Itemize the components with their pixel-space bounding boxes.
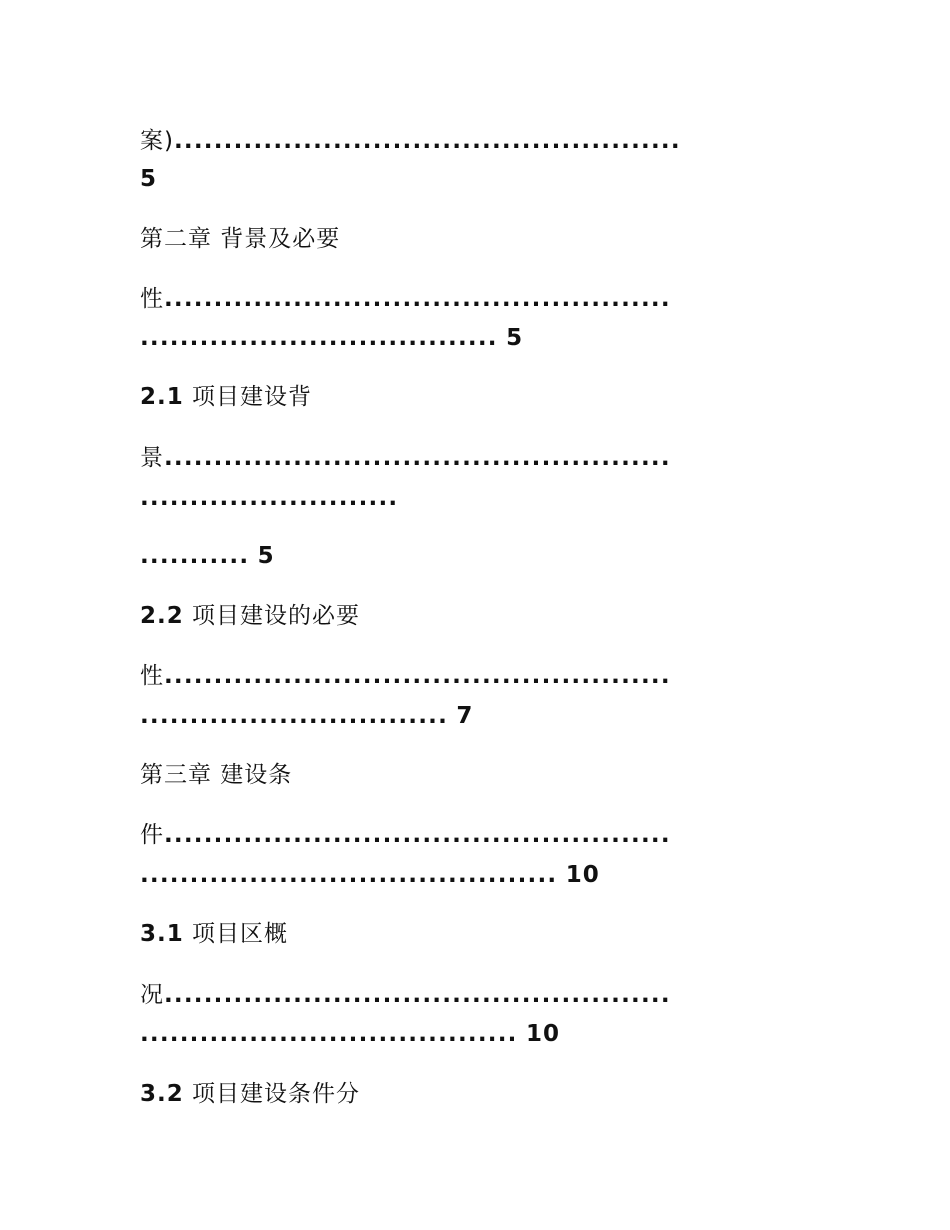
toc-entry-text: 况 bbox=[140, 982, 164, 1008]
toc-chapter2-heading bbox=[140, 224, 340, 254]
section-number: 3.1 bbox=[140, 921, 184, 947]
toc-section-2-1-heading bbox=[140, 382, 312, 412]
toc-entry-text: 性 bbox=[140, 286, 164, 312]
toc-section-3-1-line2 bbox=[140, 1019, 560, 1049]
toc-leader-dots: ................................................... bbox=[164, 663, 671, 689]
toc-entry-text: 案) bbox=[140, 128, 174, 154]
toc-entry-fangan-line1 bbox=[140, 126, 681, 156]
toc-section-2-2-line1 bbox=[140, 661, 671, 691]
toc-page-number: 7 bbox=[456, 703, 474, 729]
toc-chapter3-heading bbox=[140, 760, 292, 790]
toc-chapter3-line2 bbox=[140, 860, 600, 890]
toc-section-2-2-heading bbox=[140, 601, 360, 631]
section-title: 项目建设的必要 bbox=[183, 603, 361, 629]
toc-section-2-2-line2 bbox=[140, 701, 473, 731]
toc-page-number: 10 bbox=[525, 1021, 560, 1047]
section-title: 项目区概 bbox=[183, 921, 289, 947]
toc-chapter3-line1 bbox=[140, 820, 671, 850]
toc-leader-dots: ................................................... bbox=[173, 128, 681, 154]
toc-leader-dots: ................................................... bbox=[164, 822, 671, 848]
section-number: 2.2 bbox=[140, 603, 184, 629]
toc-entry-text: 件 bbox=[140, 822, 164, 848]
toc-leader-dots: .......................................... bbox=[140, 862, 558, 888]
section-number: 3.2 bbox=[140, 1081, 184, 1107]
toc-leader-dots: ................................................... bbox=[164, 286, 671, 312]
toc-leader-dots: ........... bbox=[140, 543, 250, 569]
toc-entry-fangan-line2 bbox=[140, 164, 157, 194]
section-title: 项目建设背 bbox=[183, 384, 313, 410]
toc-page-number: 5 bbox=[257, 543, 275, 569]
toc-section-3-1-line1 bbox=[140, 980, 671, 1010]
toc-leader-dots: ...................................... bbox=[140, 1021, 518, 1047]
toc-section-3-2-heading bbox=[140, 1079, 360, 1109]
toc-section-2-1-line2 bbox=[140, 483, 398, 513]
toc-leader-dots: ................................................... bbox=[164, 445, 671, 471]
chapter-title: 第二章 背景及必要 bbox=[140, 226, 341, 252]
toc-leader-dots: .......................... bbox=[140, 485, 399, 511]
toc-chapter2-line2 bbox=[140, 323, 523, 353]
toc-page-number: 5 bbox=[506, 325, 524, 351]
toc-section-2-1-line1 bbox=[140, 443, 671, 473]
toc-page-number: 5 bbox=[140, 166, 158, 192]
toc-section-3-1-heading bbox=[140, 919, 288, 949]
section-number: 2.1 bbox=[140, 384, 184, 410]
toc-section-2-1-line3 bbox=[140, 541, 275, 571]
toc-leader-dots: .................................... bbox=[140, 325, 498, 351]
toc-entry-text: 景 bbox=[140, 445, 164, 471]
toc-chapter2-line1 bbox=[140, 284, 671, 314]
toc-leader-dots: ............................... bbox=[140, 703, 449, 729]
chapter-title: 第三章 建设条 bbox=[140, 762, 293, 788]
toc-page-number: 10 bbox=[565, 862, 600, 888]
section-title: 项目建设条件分 bbox=[183, 1081, 361, 1107]
toc-entry-text: 性 bbox=[140, 663, 164, 689]
toc-leader-dots: ................................................... bbox=[164, 982, 671, 1008]
